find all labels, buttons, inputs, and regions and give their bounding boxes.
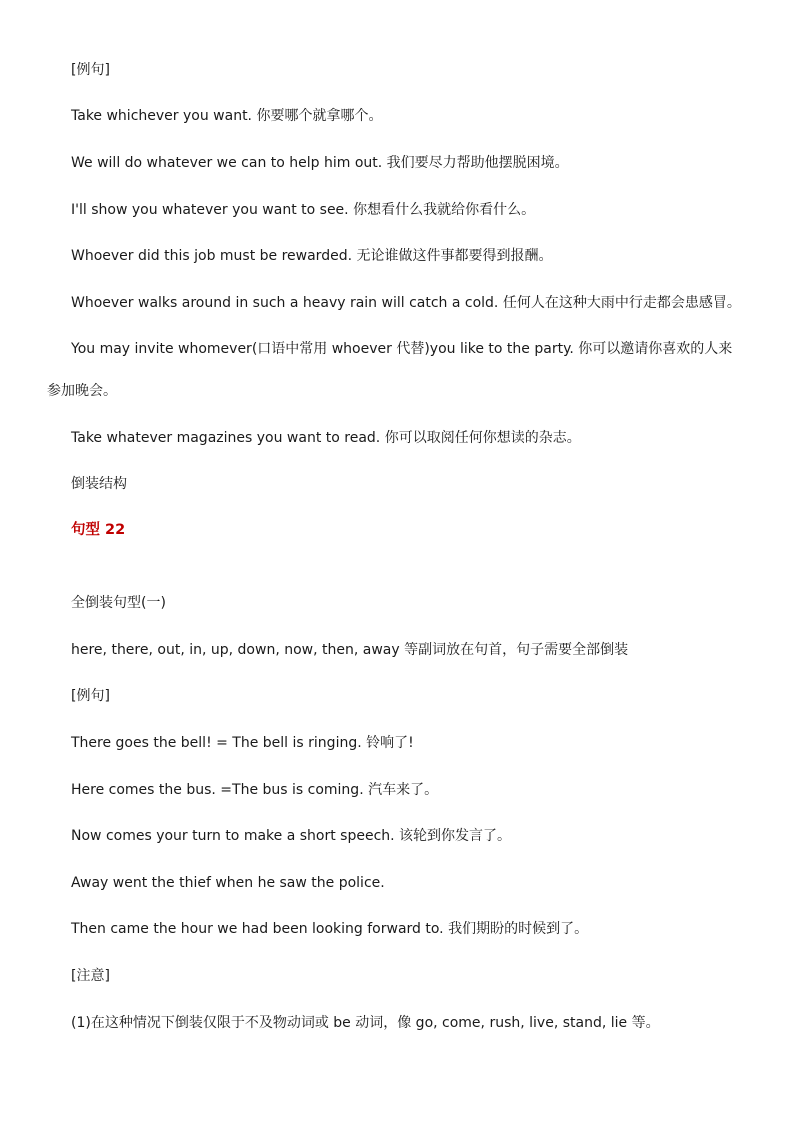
example-sentence: Take whichever you want. 你要哪个就拿哪个。 [71,108,383,124]
example-label: [例句] [71,688,110,704]
example-sentence: Whoever did this job must be rewarded. 无论谁做这件事都要得到报酬。 [71,248,553,264]
example-sentence: There goes the bell! = The bell is ringing. 铃响了! [71,735,414,751]
section-title: 倒装结构 [71,476,127,492]
example-sentence: Here comes the bus. =The bus is coming. 汽车来了。 [71,782,439,798]
example-sentence: Then came the hour we had been looking forward to. 我们期盼的时候到了。 [71,921,589,937]
example-sentence: I'll show you whatever you want to see. 你想看什么我就给你看什么。 [71,202,536,218]
example-sentence: We will do whatever we can to help him out. 我们要尽力帮助他摆脱困境。 [71,155,569,171]
example-sentence: Away went the thief when he saw the police. [71,875,385,891]
example-sentence: Whoever walks around in such a heavy rain will catch a cold. 任何人在这种大雨中行走都会患感冒。 [71,295,741,311]
note-label: [注意] [71,968,110,984]
example-sentence: You may invite whomever(口语中常用 whoever 代替)you like to the party. 你可以邀请你喜欢的人来 [71,341,733,357]
example-sentence-continuation: 参加晚会。 [47,383,117,399]
pattern-heading: 句型 22 [71,522,126,538]
example-sentence: Now comes your turn to make a short speech. 该轮到你发言了。 [71,828,512,844]
example-sentence: Take whatever magazines you want to read. 你可以取阅任何你想读的杂志。 [71,430,581,446]
pattern-rule: here, there, out, in, up, down, now, then, away 等副词放在句首，句子需要全部倒装 [71,642,629,658]
pattern-title: 全倒装句型(一) [71,595,166,611]
note-text: (1)在这种情况下倒装仅限于不及物动词或 be 动词，像 go, come, rush, live, stand, lie 等。 [71,1015,660,1031]
example-label: [例句] [71,62,110,78]
